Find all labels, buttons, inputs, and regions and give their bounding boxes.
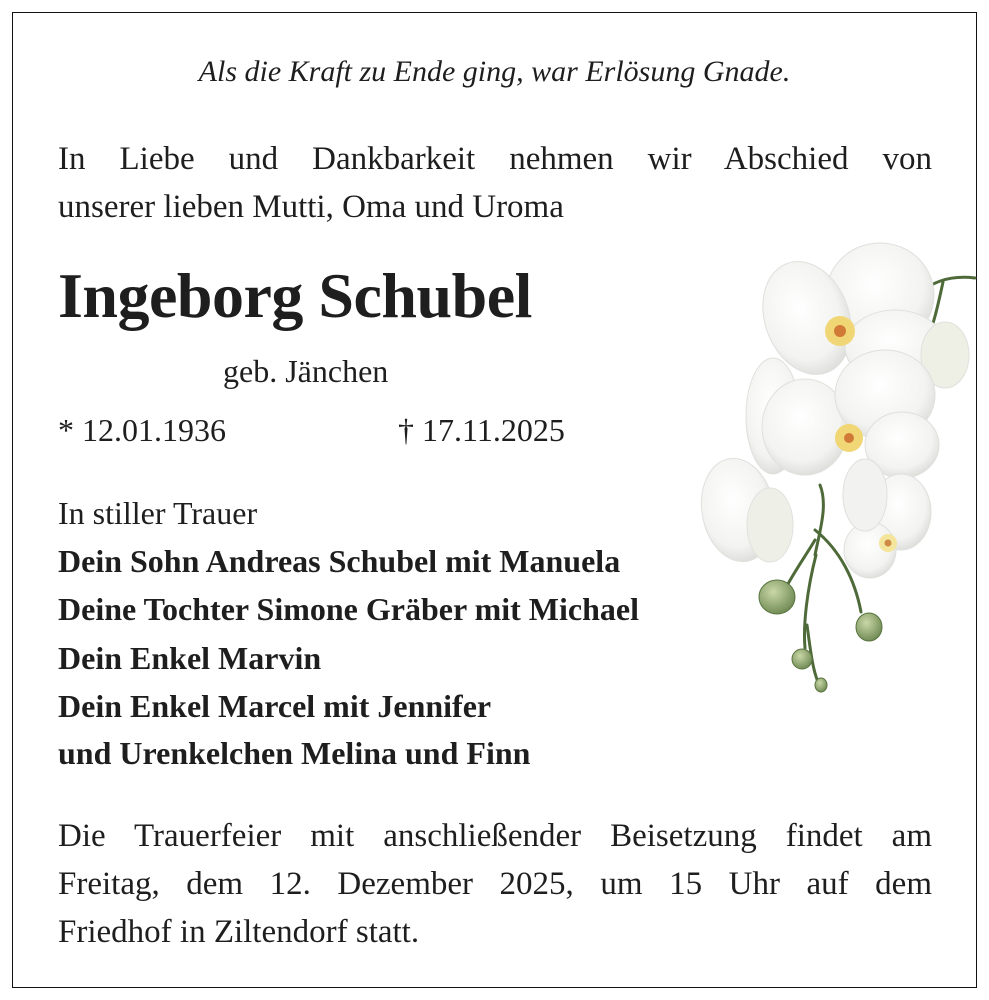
birth-date: * 12.01.1936 (58, 412, 226, 448)
birth-name: geb. Jänchen (223, 353, 389, 389)
mourner-line: und Urenkelchen Melina und Finn (58, 735, 531, 771)
intro-line-2: unserer lieben Mutti, Oma und Uroma (58, 189, 564, 225)
deceased-name: Ingeborg Schubel (58, 260, 532, 331)
motto: Als die Kraft zu Ende ging, war Erlösung Gnade. (198, 55, 791, 88)
service-line-1: Die Trauerfeier mit anschließender Beisetzung findet am (58, 818, 932, 854)
service-line-3: Friedhof in Ziltendorf statt. (58, 914, 420, 950)
orchid-image (695, 230, 980, 700)
intro-text (58, 135, 932, 231)
service-line-2: Freitag, dem 12. Dezember 2025, um 15 Uhr auf dem (58, 866, 932, 902)
service-notice (58, 812, 932, 956)
white-orchid-icon (695, 230, 980, 700)
mourner-line: Deine Tochter Simone Gräber mit Michael (58, 591, 639, 627)
mourning-label: In stiller Trauer (58, 495, 258, 531)
death-date: † 17.11.2025 (398, 412, 565, 448)
mourner-line: Dein Sohn Andreas Schubel mit Manuela (58, 543, 621, 579)
mourner-line: Dein Enkel Marvin (58, 640, 322, 676)
intro-line-1: In Liebe und Dankbarkeit nehmen wir Abschied von (58, 141, 932, 177)
mourner-line: Dein Enkel Marcel mit Jennifer (58, 688, 492, 724)
